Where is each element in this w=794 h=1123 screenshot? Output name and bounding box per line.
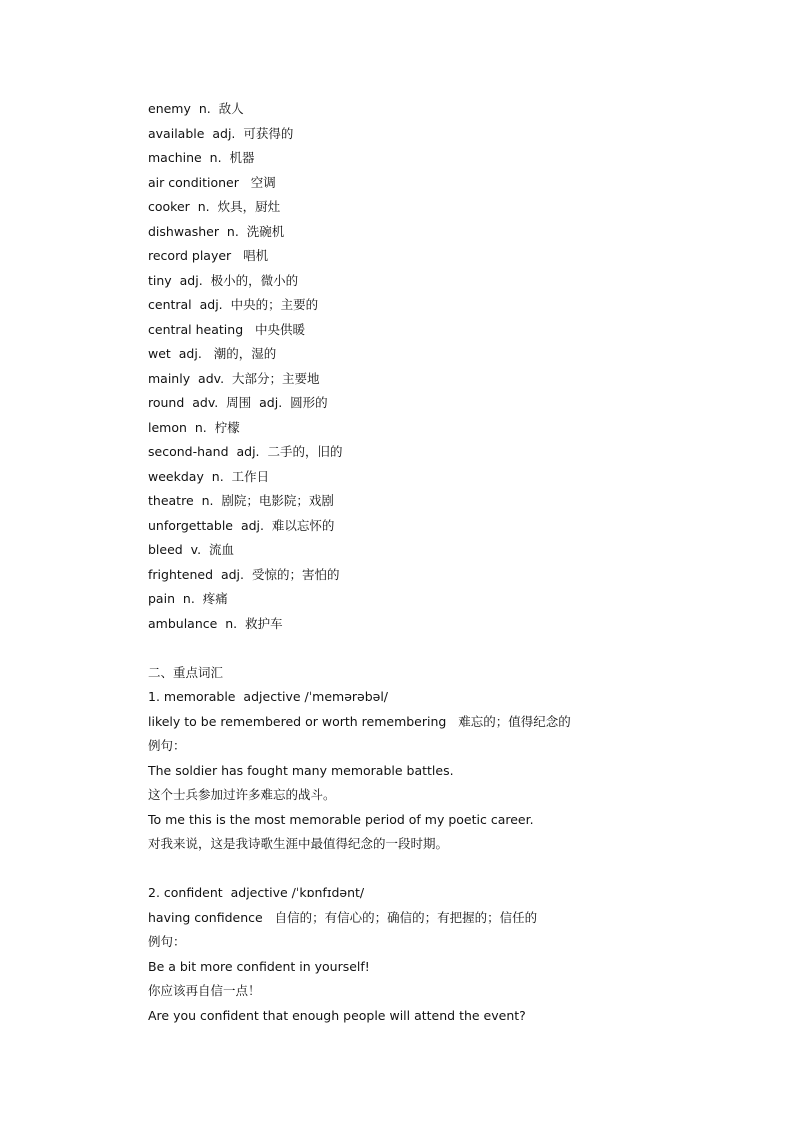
vocab-item: bleed v. 流血 — [148, 542, 235, 557]
example-sentence: Be a bit more confident in yourself! — [148, 958, 370, 974]
entry-heading: 1. memorable adjective /ˈmemərəbəl/ — [148, 689, 389, 704]
entry-confident — [148, 881, 768, 1028]
example-label: 例句： — [148, 738, 186, 753]
vocab-item: frightened adj. 受惊的；害怕的 — [148, 566, 340, 582]
entry-definition: having confidence 自信的；有信心的；确信的；有把握的；信任的 — [148, 909, 538, 925]
spacer — [148, 857, 768, 882]
vocab-item: second-hand adj. 二手的，旧的 — [148, 444, 343, 459]
vocab-item: available adj. 可获得的 — [148, 125, 294, 141]
vocab-item: lemon n. 柠檬 — [148, 419, 240, 435]
document-page — [148, 97, 768, 1028]
vocab-item: pain n. 疼痛 — [148, 591, 228, 606]
vocab-item: tiny adj. 极小的，微小的 — [148, 272, 299, 288]
vocab-item: cooker n. 炊具，厨灶 — [148, 199, 281, 214]
vocab-item: round adv. 周围 adj. 圆形的 — [148, 395, 328, 410]
vocab-item: air conditioner 空调 — [148, 174, 276, 190]
vocab-item: unforgettable adj. 难以忘怀的 — [148, 517, 335, 533]
vocab-list — [148, 97, 768, 636]
vocab-item: dishwasher n. 洗碗机 — [148, 223, 285, 239]
entry-heading: 2. confident adjective /ˈkɒnfɪdənt/ — [148, 885, 365, 900]
example-sentence: The soldier has fought many memorable battles. — [148, 762, 454, 778]
example-sentence: Are you confident that enough people will attend the event? — [148, 1007, 526, 1023]
entry-memorable — [148, 685, 768, 857]
vocab-item: machine n. 机器 — [148, 150, 255, 165]
vocab-item: weekday n. 工作日 — [148, 468, 270, 484]
vocab-item: theatre n. 剧院；电影院；戏剧 — [148, 493, 334, 508]
vocab-item: central heating 中央供暖 — [148, 321, 306, 337]
example-translation: 对我来说，这是我诗歌生涯中最值得纪念的一段时期。 — [148, 836, 449, 851]
example-label: 例句： — [148, 934, 186, 949]
vocab-item: record player 唱机 — [148, 248, 269, 263]
vocab-item: enemy n. 敌人 — [148, 101, 244, 116]
vocab-item: ambulance n. 救护车 — [148, 615, 283, 631]
vocab-item: wet adj. 潮的，湿的 — [148, 346, 277, 361]
vocab-item: central adj. 中央的；主要的 — [148, 297, 319, 312]
example-translation: 你应该再自信一点！ — [148, 983, 261, 998]
section-title: 二、重点词汇 — [148, 664, 224, 680]
entry-definition: likely to be remembered or worth remembering 难忘的；值得纪念的 — [148, 713, 571, 729]
spacer — [148, 636, 768, 661]
example-translation: 这个士兵参加过许多难忘的战斗。 — [148, 787, 336, 802]
vocab-item: mainly adv. 大部分；主要地 — [148, 370, 320, 386]
example-sentence: To me this is the most memorable period of my poetic career. — [148, 811, 534, 827]
